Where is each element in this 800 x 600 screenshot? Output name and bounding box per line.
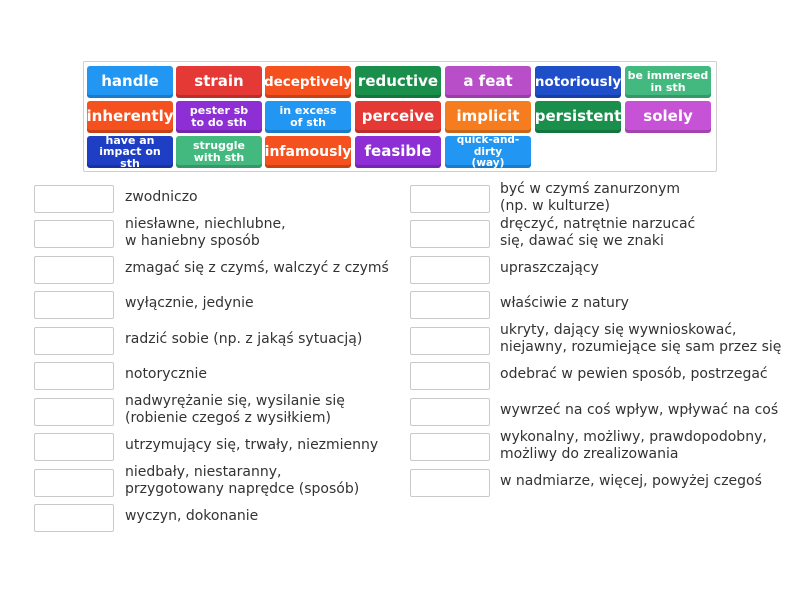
definition-text: wykonalny, możliwy, prawdopodobny, możliwy do zrealizowania [500,429,767,462]
tile-perceive[interactable]: perceive [355,101,441,133]
tile-solely[interactable]: solely [625,101,711,133]
tile-infamously[interactable]: infamously [265,136,351,168]
drop-slot[interactable] [410,362,490,390]
drop-slot[interactable] [410,220,490,248]
tile-implicit[interactable]: implicit [445,101,531,133]
definition-text: nadwyrężanie się, wysilanie się (robienie czegoś z wysiłkiem) [125,393,345,426]
tile-deceptively[interactable]: deceptively [265,66,351,98]
drop-slot[interactable] [34,504,114,532]
definition-text: być w czymś zanurzonym (np. w kulturze) [500,181,681,214]
drop-slot[interactable] [410,327,490,355]
definition-text: właściwie z natury [500,295,629,311]
definition-text: upraszczający [500,260,599,276]
drop-slot[interactable] [34,291,114,319]
tile-strain[interactable]: strain [176,66,262,98]
drop-slot[interactable] [34,398,114,426]
tile-feasible[interactable]: feasible [355,136,441,168]
tile-quick-and-dirty-way[interactable]: quick-and-dirty (way) [445,136,531,168]
word-bank [83,61,717,172]
drop-slot[interactable] [34,327,114,355]
drop-slot[interactable] [34,220,114,248]
tile-have-an-impact-on-sth[interactable]: have an impact on sth [87,136,173,168]
tile-a-feat[interactable]: a feat [445,66,531,98]
drop-slot[interactable] [34,256,114,284]
tile-reductive[interactable]: reductive [355,66,441,98]
tile-in-excess-of-sth[interactable]: in excess of sth [265,101,351,133]
definition-text: ukryty, dający się wywnioskować, niejawny, rozumiejące się sam przez się [500,322,782,355]
definition-text: zmagać się z czymś, walczyć z czymś [125,260,389,276]
definition-text: niedbały, niestaranny, przygotowany naprędce (sposób) [125,464,360,497]
drop-slot[interactable] [410,433,490,461]
drop-slot[interactable] [410,469,490,497]
drop-slot[interactable] [34,433,114,461]
definition-text: wyczyn, dokonanie [125,508,259,524]
tile-handle[interactable]: handle [87,66,173,98]
tile-notoriously[interactable]: notoriously [535,66,621,98]
drop-slot[interactable] [410,185,490,213]
definition-text: w nadmiarze, więcej, powyżej czegoś [500,473,762,489]
drop-slot[interactable] [34,362,114,390]
definition-text: wyłącznie, jedynie [125,295,254,311]
definition-text: wywrzeć na coś wpływ, wpływać na coś [500,402,779,418]
tile-inherently[interactable]: inherently [87,101,173,133]
drop-slot[interactable] [34,185,114,213]
tile-be-immersed-in-sth[interactable]: be immersed in sth [625,66,711,98]
definition-text: notorycznie [125,366,207,382]
drop-slot[interactable] [410,398,490,426]
definition-text: dręczyć, natrętnie narzucać się, dawać się we znaki [500,216,696,249]
drop-slot[interactable] [34,469,114,497]
definition-text: zwodniczo [125,189,198,205]
definition-text: odebrać w pewien sposób, postrzegać [500,366,768,382]
tile-persistent[interactable]: persistent [535,101,621,133]
definition-text: utrzymujący się, trwały, niezmienny [125,437,379,453]
drop-slot[interactable] [410,256,490,284]
drop-slot[interactable] [410,291,490,319]
definition-text: niesławne, niechlubne, w haniebny sposób [125,216,286,249]
definition-text: radzić sobie (np. z jakąś sytuacją) [125,331,363,347]
tile-struggle-with-sth[interactable]: struggle with sth [176,136,262,168]
tile-pester-sb-to-do-sth[interactable]: pester sb to do sth [176,101,262,133]
